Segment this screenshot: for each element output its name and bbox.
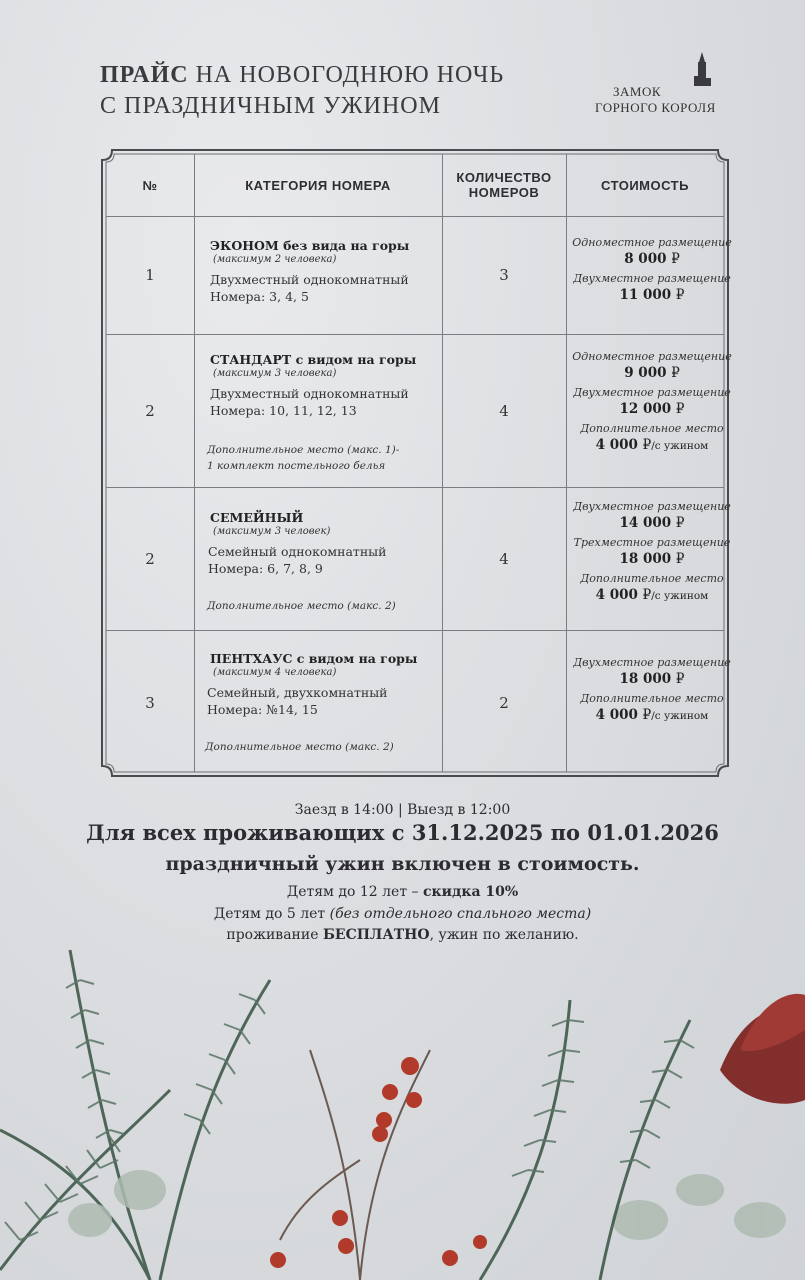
- eucalyptus-leaves: [68, 1170, 786, 1240]
- room-max: (максимум 3 человека): [213, 368, 337, 379]
- protea-flower: [720, 994, 805, 1104]
- currency: ₽: [675, 401, 685, 417]
- price-label: Трехместное размещение: [573, 536, 731, 549]
- price-label: Дополнительное место: [580, 692, 724, 705]
- price-label: Дополнительное место: [580, 572, 724, 585]
- extra-bed-note: Дополнительное место (макс. 2): [207, 600, 396, 612]
- kids-discount: [0, 884, 805, 900]
- row-qty: 4: [499, 550, 509, 568]
- row-prices: [572, 656, 732, 726]
- price-amount: 18 000: [619, 551, 672, 567]
- title-bold: ПРАЙС: [100, 62, 189, 88]
- room-numbers: Номера: 6, 7, 8, 9: [208, 561, 323, 576]
- dinner-dates: Для всех проживающих с 31.12.2025 по 01.01.2026: [86, 820, 719, 845]
- room-name: СЕМЕЙНЫЙ: [210, 510, 304, 525]
- free-stay-pre: проживание: [226, 927, 323, 943]
- currency: ₽: [642, 437, 652, 453]
- price-value: [572, 586, 732, 606]
- extra-bed-note: Дополнительное место (макс. 1)-: [207, 444, 400, 456]
- room-max: (максимум 4 человека): [213, 667, 337, 678]
- logo: [595, 52, 745, 122]
- title-line2: С ПРАЗДНИЧНЫМ УЖИНОМ: [100, 93, 441, 119]
- price-amount: 4 000: [595, 437, 638, 453]
- room-type: Двухместный однокомнатный: [210, 272, 409, 287]
- room-max: (максимум 3 человек): [213, 526, 331, 537]
- price-label: Двухместное размещение: [573, 656, 731, 669]
- kids-under-5: [0, 906, 805, 922]
- logo-line2: ГОРНОГО КОРОЛЯ: [595, 100, 716, 115]
- row-prices: [572, 350, 732, 456]
- price-value: [572, 706, 732, 726]
- header-qty-line2: НОМЕРОВ: [468, 185, 540, 200]
- price-note: /с ужином: [651, 440, 709, 452]
- row-category: [205, 651, 440, 753]
- price-value: [572, 364, 732, 383]
- currency: ₽: [642, 707, 652, 723]
- kids-discount-value: скидка 10%: [422, 884, 519, 900]
- currency: ₽: [675, 671, 685, 687]
- room-numbers: Номера: №14, 15: [207, 702, 318, 717]
- extra-bed-note: Дополнительное место (макс. 2): [205, 741, 394, 753]
- fir-branches-decoration: [0, 940, 805, 1280]
- price-value: [572, 550, 732, 569]
- row-category: [210, 238, 440, 305]
- room-max: (максимум 2 человека): [213, 254, 337, 265]
- room-type: Семейный, двухкомнатный: [207, 685, 388, 700]
- currency: ₽: [642, 587, 652, 603]
- row-qty: 4: [499, 402, 509, 420]
- price-note: /с ужином: [651, 710, 709, 722]
- price-amount: 4 000: [595, 707, 638, 723]
- row-qty: 3: [499, 266, 509, 284]
- kids-under-5-text: Детям до 5 лет: [213, 906, 330, 922]
- price-value: [572, 436, 732, 456]
- price-amount: 8 000: [624, 251, 667, 267]
- currency: ₽: [671, 365, 680, 381]
- currency: ₽: [671, 251, 680, 267]
- price-label: Одноместное размещение: [572, 236, 732, 249]
- price-value: [572, 670, 732, 689]
- kids-under-5-note: (без отдельного спального места): [329, 906, 592, 922]
- page-title: [100, 60, 504, 122]
- price-amount: 18 000: [619, 671, 672, 687]
- room-type: Двухместный однокомнатный: [210, 386, 409, 401]
- row-number: 1: [145, 266, 155, 284]
- checkin-info: Заезд в 14:00 | Выезд в 12:00: [294, 802, 511, 818]
- header-price: СТОИМОСТЬ: [601, 178, 689, 193]
- header-category: КАТЕГОРИЯ НОМЕРА: [245, 178, 391, 193]
- title-rest: НА НОВОГОДНЮЮ НОЧЬ: [188, 62, 505, 88]
- row-number: 2: [145, 550, 155, 568]
- logo-line1: ЗАМОК: [613, 84, 662, 99]
- price-label: Двухместное размещение: [573, 386, 731, 399]
- header-num: №: [142, 178, 158, 193]
- dinner-included: праздничный ужин включен в стоимость.: [165, 853, 640, 875]
- room-numbers: Номера: 3, 4, 5: [210, 289, 309, 304]
- fir-branch-left: [0, 950, 270, 1280]
- price-note: /с ужином: [651, 590, 709, 602]
- row-category: [207, 510, 440, 612]
- price-value: [572, 400, 732, 419]
- red-berries: [270, 1057, 487, 1268]
- header-qty: [442, 170, 566, 200]
- price-amount: 14 000: [619, 515, 672, 531]
- price-amount: 11 000: [619, 287, 672, 303]
- currency: ₽: [675, 287, 685, 303]
- price-label: Дополнительное место: [580, 422, 724, 435]
- row-category: [207, 352, 440, 472]
- price-amount: 9 000: [624, 365, 667, 381]
- price-amount: 4 000: [595, 587, 638, 603]
- room-name: ПЕНТХАУС с видом на горы: [210, 651, 418, 666]
- price-value: [572, 514, 732, 533]
- berry-twig: [280, 1050, 430, 1280]
- room-name: ЭКОНОМ без вида на горы: [210, 238, 410, 253]
- room-name: СТАНДАРТ с видом на горы: [210, 352, 417, 367]
- row-number: 2: [145, 402, 155, 420]
- extra-bed-note: 1 комплект постельного белья: [207, 460, 386, 472]
- price-value: [572, 250, 732, 269]
- header-qty-line1: КОЛИЧЕСТВО: [456, 170, 552, 185]
- row-prices: [572, 236, 732, 305]
- price-value: [572, 286, 732, 305]
- fir-branch-right: [480, 1000, 690, 1280]
- free-stay-bold: БЕСПЛАТНО: [322, 927, 430, 943]
- price-amount: 12 000: [619, 401, 672, 417]
- currency: ₽: [675, 515, 685, 531]
- room-type: Семейный однокомнатный: [208, 544, 387, 559]
- kids-discount-text: Детям до 12 лет –: [286, 884, 423, 900]
- room-numbers: Номера: 10, 11, 12, 13: [210, 403, 357, 418]
- row-qty: 2: [499, 694, 509, 712]
- row-prices: [572, 500, 732, 606]
- price-label: Двухместное размещение: [573, 500, 731, 513]
- price-table: [100, 148, 730, 778]
- price-label: Двухместное размещение: [573, 272, 731, 285]
- row-number: 3: [145, 694, 155, 712]
- free-stay-post: , ужин по желанию.: [429, 927, 579, 943]
- currency: ₽: [675, 551, 685, 567]
- price-label: Одноместное размещение: [572, 350, 732, 363]
